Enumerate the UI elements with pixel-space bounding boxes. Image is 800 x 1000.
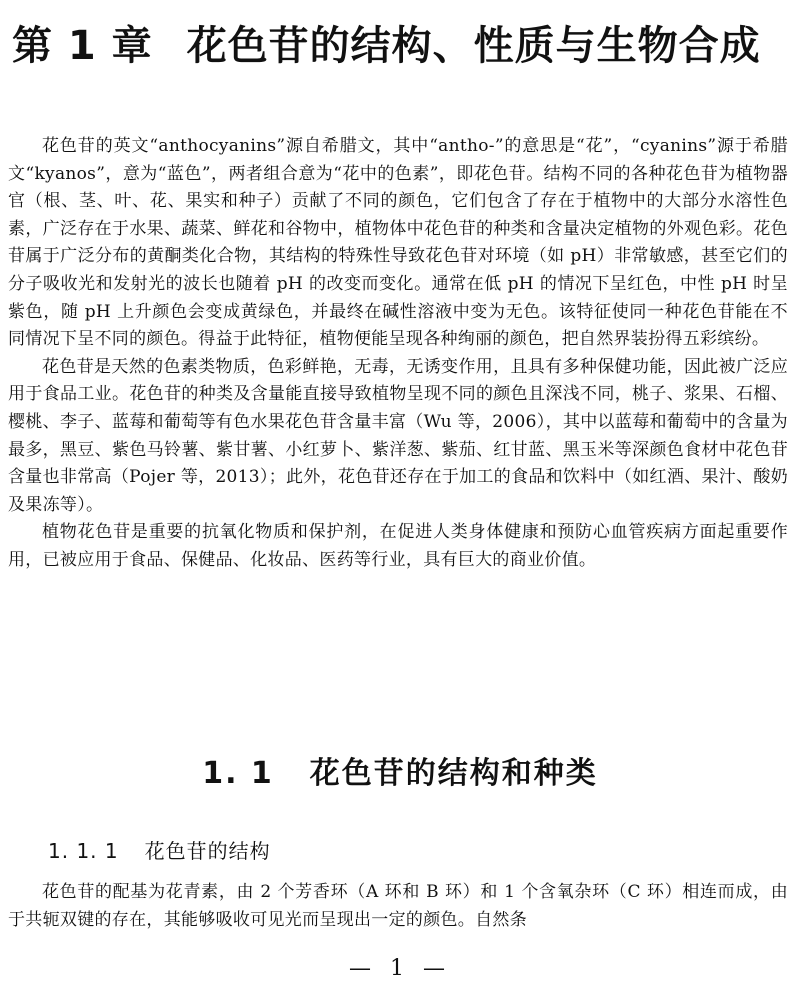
section-title-text: 花色苷的结构和种类: [309, 756, 598, 791]
subsection-number: 1. 1. 1: [48, 839, 119, 863]
subsection-title: [48, 836, 271, 866]
structure-body: [8, 879, 788, 934]
paragraph-1: 花色苷的英文“anthocyanins”源自希腊文，其中“antho-”的意思是“花”，“cyanins”源于希腊文“kyanos”，意为“蓝色”，两者组合意为“花中的色素”，即花色苷。结构不同的各种花色苷为植物器官（根、茎、叶、花、果实和种子）贡献了不同的颜色，它们包含了存在于植物中的大部分水溶性色素，广泛存在于水果、蔬菜、鲜花和谷物中，植物体中花色苷的种类和含量决定植物的外观色彩。花色苷属于广泛分布的黄酮类化合物，其结构的特殊性导致花色苷对环境（如 pH）非常敏感，甚至它们的分子吸收光和发射光的波长也随着 pH 的改变而变化。通常在低 pH 的情况下呈红色，中性 pH 时呈紫色，随 pH 上升颜色会变成黄绿色，并最终在碱性溶液中变为无色。该特征使同一种花色苷能在不同情况下呈不同的颜色。得益于此特征，植物便能呈现各种绚丽的颜色，把自然界装扮得五彩缤纷。: [8, 136, 788, 350]
page-number: — 1 —: [349, 956, 451, 981]
chapter-title-text: 花色苷的结构、性质与生物合成: [186, 23, 761, 69]
chapter-number: 第 1 章: [12, 23, 153, 69]
intro-body: [8, 133, 788, 575]
chapter-title: [12, 18, 792, 74]
paragraph-2: 花色苷是天然的色素类物质，色彩鲜艳，无毒，无诱变作用，且具有多种保健功能，因此被广泛应用于食品工业。花色苷的种类及含量能直接导致植物呈现不同的颜色且深浅不同，桃子、浆果、石榴、樱桃、李子、蓝莓和葡萄等有色水果花色苷含量丰富（Wu 等，2006），其中以蓝莓和葡萄中的含量为最多，黑豆、紫色马铃薯、紫甘薯、小红萝卜、紫洋葱、紫茄、红甘蓝、黑玉米等深颜色食材中花色苷含量也非常高（Pojer 等，2013）；此外，花色苷还存在于加工的食品和饮料中（如红酒、果汁、酸奶及果冻等）。: [8, 356, 788, 515]
section-title: [0, 752, 800, 796]
subsection-title-text: 花色苷的结构: [144, 839, 271, 863]
paragraph-3: 植物花色苷是重要的抗氧化物质和保护剂，在促进人类身体健康和预防心血管疾病方面起重要作用，已被应用于食品、保健品、化妆品、医药等行业，具有巨大的商业价值。: [8, 522, 788, 570]
section-number: 1. 1: [202, 756, 274, 791]
paragraph-4: 花色苷的配基为花青素，由 2 个芳香环（A 环和 B 环）和 1 个含氧杂环（C 环）相连而成，由于共轭双键的存在，其能够吸收可见光而呈现出一定的颜色。自然条: [8, 882, 788, 930]
